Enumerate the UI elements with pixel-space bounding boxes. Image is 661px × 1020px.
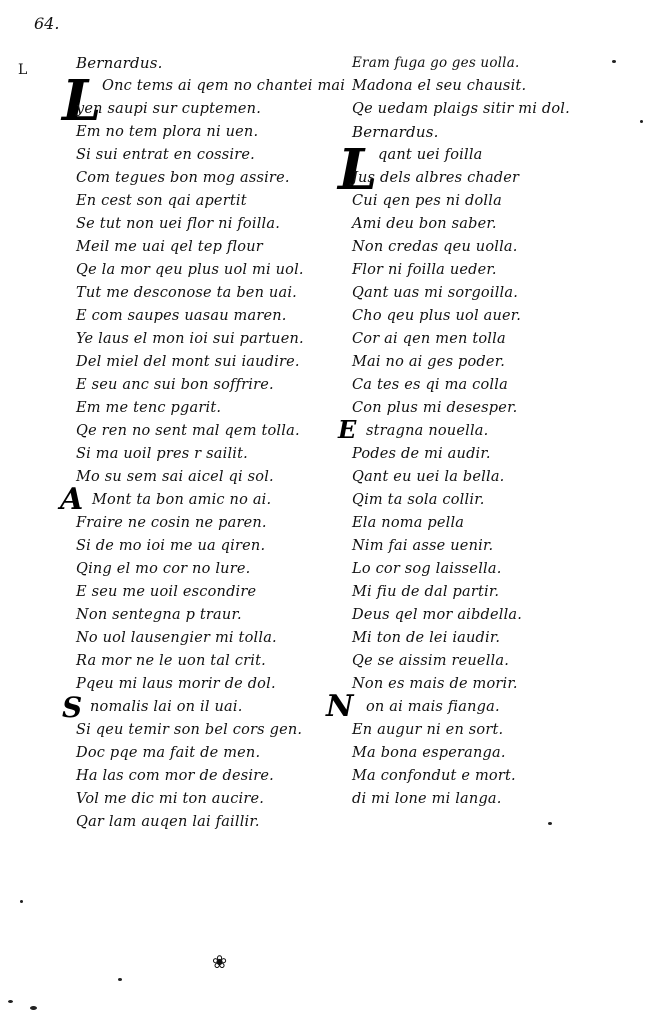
rubric-text: Bernardus. [76,54,163,72]
verse-line [76,305,346,328]
verse-text: Com tegues bon mog assire. [76,170,290,186]
verse-text: Qe uedam plaigs sitir mi dol. [352,101,570,117]
verse-text: Vol me dic mi ton aucire. [76,791,265,807]
verse-line [352,374,642,397]
verse-text: Qe se aissim reuella. [352,653,510,669]
decorated-initial: S [62,691,83,724]
verse-text: Qe ren no sent mal qem tolla. [76,423,300,439]
ink-speck [30,1006,37,1010]
verse-text: E seu me uoil escondire [76,584,257,600]
verse-line [352,650,642,673]
verse-line [352,466,642,489]
right-column [326,52,642,811]
verse-text: Cui qen pes ni dolla [352,193,502,209]
ink-speck [20,900,23,903]
verse-line [76,535,346,558]
verse-text: E seu anc sui bon soffrire. [76,377,274,393]
verse-text: En cest son qai apertit [76,193,247,209]
verse-line [352,581,642,604]
verse-text: Qant eu uei la bella. [352,469,505,485]
verse-line [76,558,346,581]
verse-text: Cor ai qen men tolla [352,331,506,347]
decorated-initial: L [338,137,378,203]
ornament-mark: ❀ [212,952,228,973]
verse-text: Qar lam auqen lai faillir. [76,814,260,830]
verse-line [352,535,642,558]
verse-text: Fraire ne cosin ne paren. [76,515,267,531]
verse-text: Ye laus el mon ioi sui partuen. [76,331,304,347]
verse-line [352,765,642,788]
verse-line [60,482,346,517]
verse-line [76,259,346,282]
verse-text: Meil me uai qel tep flour [76,239,263,255]
verse-line [76,98,346,121]
ink-speck [548,822,552,825]
rubric-text: Bernardus. [352,123,439,141]
verse-text: Madona el seu chausit. [352,78,527,94]
verse-line [352,788,642,811]
verse-text: Si sui entrat en cossire. [76,147,255,163]
verse-line [76,190,346,213]
verse-line [352,397,642,420]
verse-line [352,604,642,627]
verse-line [76,719,346,742]
decorated-initial: L [62,68,102,134]
verse-text: E com saupes uasau maren. [76,308,287,324]
verse-line [76,144,346,167]
verse-text: Ma bona esperanga. [352,745,506,761]
verse-line [76,374,346,397]
verse-line [352,167,642,190]
verse-text: Qing el mo cor no lure. [76,561,251,577]
verse-text: Mai no ai ges poder. [352,354,506,370]
verse-line [326,689,642,724]
verse-text: nomalis lai on il uai. [90,699,243,715]
decorated-initial: E [338,415,357,444]
verse-text: Cho qeu plus uol auer. [352,308,522,324]
verse-line [62,691,346,724]
verse-text: Em me tenc pgarit. [76,400,222,416]
verse-line [352,98,642,121]
verse-text: Mi ton de lei iaudir. [352,630,501,646]
verse-line [76,627,346,650]
verse-text: En augur ni en sort. [352,722,504,738]
verse-text: Doc pqe ma fait de men. [76,745,261,761]
verse-text: Con plus mi desesper. [352,400,518,416]
verse-text: Ami deu bon saber. [352,216,497,232]
verse-text: Em no tem plora ni uen. [76,124,259,140]
verse-text: Qe la mor qeu plus uol mi uol. [76,262,304,278]
verse-line [76,650,346,673]
verse-text: Mo su sem sai aicel qi sol. [76,469,274,485]
verse-text: Si de mo ioi me ua qiren. [76,538,266,554]
decorated-initial: N [326,689,354,724]
verse-line [76,512,346,535]
verse-text: Pqeu mi laus morir de dol. [76,676,276,692]
verse-line [76,581,346,604]
verse-text: yen saupi sur cuptemen. [76,101,262,117]
left-column [60,52,346,834]
verse-text: Ma confondut e mort. [352,768,516,784]
verse-text: No uol lausengier mi tolla. [76,630,277,646]
verse-line [352,52,642,75]
verse-line [76,673,346,696]
verse-text: Si ma uoil pres r sailit. [76,446,248,462]
rubric-heading [76,52,346,75]
verse-line [352,443,642,466]
ink-speck [640,120,643,123]
verse-text: Mi fiu de dal partir. [352,584,500,600]
verse-text: Non credas qeu uolla. [352,239,518,255]
verse-line [338,415,642,444]
verse-text: Ela noma pella [352,515,465,531]
verse-text: Ca tes es qi ma colla [352,377,508,393]
rubric-heading [352,121,642,144]
verse-text: Qim ta sola collir. [352,492,485,508]
verse-line [76,765,346,788]
verse-line [76,328,346,351]
ink-speck [118,978,122,981]
verse-text: Non es mais de morir. [352,676,518,692]
ink-speck [8,1000,13,1003]
verse-line [76,443,346,466]
verse-line [76,788,346,811]
verse-text: Nim fai asse uenir. [352,538,494,554]
verse-text: Podes de mi audir. [352,446,491,462]
verse-text: Eram fuga go ges uolla. [352,55,520,71]
verse-line [352,213,642,236]
verse-line [352,489,642,512]
margin-letter: L [18,62,28,78]
verse-line [352,351,642,374]
verse-text: Si qeu temir son bel cors gen. [76,722,303,738]
verse-text: qant uei foilla [378,147,483,163]
verse-line [352,558,642,581]
verse-line [76,604,346,627]
verse-line [76,213,346,236]
verse-text: stragna nouella. [366,423,489,439]
verse-text: Mont ta bon amic no ai. [92,492,272,508]
verse-text: Ha las com mor de desire. [76,768,274,784]
verse-line [352,719,642,742]
verse-line [352,259,642,282]
verse-line [352,190,642,213]
verse-text: Se tut non uei flor ni foilla. [76,216,281,232]
verse-text: Tut me desconose ta ben uai. [76,285,297,301]
verse-line [76,121,346,144]
verse-line [352,282,642,305]
folio-number: 64. [34,14,60,33]
verse-line [352,328,642,351]
verse-line [76,282,346,305]
verse-line [352,627,642,650]
verse-line [76,420,346,443]
verse-text: Ra mor ne le uon tal crit. [76,653,266,669]
verse-text: Onc tems ai qem no chantei mai [102,78,346,94]
verse-text: Qant uas mi sorgoilla. [352,285,519,301]
verse-line [352,673,642,696]
verse-line [76,742,346,765]
verse-line [76,167,346,190]
verse-line [76,397,346,420]
verse-text: Non sentegna p traur. [76,607,242,623]
verse-text: Lo cor sog laissella. [352,561,502,577]
verse-text: Jus dels albres chader [352,170,520,186]
verse-line [76,351,346,374]
verse-line [352,512,642,535]
verse-line [352,236,642,259]
verse-line [76,466,346,489]
decorated-initial: A [60,482,84,517]
verse-line [352,305,642,328]
verse-text: di mi lone mi langa. [352,791,502,807]
verse-text: Deus qel mor aibdella. [352,607,523,623]
verse-line [352,742,642,765]
verse-line [76,236,346,259]
verse-text: on ai mais fianga. [366,699,500,715]
ink-speck [612,60,616,63]
verse-text: Del miel del mont sui iaudire. [76,354,300,370]
verse-text: Flor ni foilla ueder. [352,262,497,278]
verse-line [76,811,346,834]
verse-line [352,75,642,98]
